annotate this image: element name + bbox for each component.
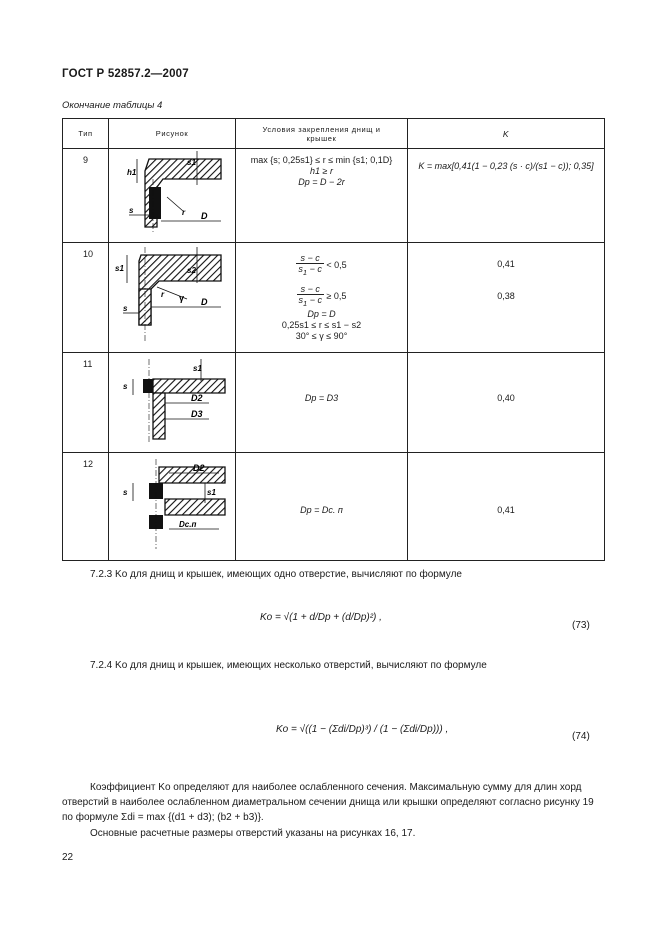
fig12-label-D2: D2 <box>193 463 205 473</box>
fig10-label-gamma: γ <box>179 293 185 303</box>
k12-value: 0,41 <box>497 505 515 515</box>
k9-formula: K = max[0,41(1 − 0,23 (s · c)/(s1 − c)); 0,35] <box>418 161 594 171</box>
document-header: ГОСТ Р 52857.2—2007 <box>62 68 189 80</box>
col-header-k: K <box>408 119 605 149</box>
col-header-figure: Рисунок <box>109 119 236 149</box>
cond-10-line-1: $\frac{s - c}{s_1 - c}$ < 0,5 <box>298 253 347 277</box>
cond-9-line-2: h1 ≥ r <box>310 166 333 176</box>
col-header-conditions: Условия закрепления днищ и крышек <box>236 119 408 149</box>
fig9-label-s: s <box>129 206 134 215</box>
cond-10-line-4: 0,25s1 ≤ r ≤ s1 − s2 <box>281 319 362 330</box>
fig12-label-s1: s1 <box>207 488 216 497</box>
fig10-label-D: D <box>201 297 208 307</box>
table-header-row <box>63 119 605 149</box>
fig10-label-r: r <box>161 290 165 299</box>
table-row <box>63 353 605 453</box>
fig12-label-s: s <box>123 488 128 497</box>
table-4-continuation <box>62 118 605 561</box>
flat-cover-weld-figure-9 <box>109 149 234 237</box>
fig9-label-h1: h1 <box>127 168 137 177</box>
table-caption: Окончание таблицы 4 <box>62 100 163 111</box>
row-12-figure <box>109 453 236 561</box>
row-9-conditions <box>236 149 408 243</box>
formula-74: Ko = √((1 − (Σdi/Dp)³) / (1 − (Σdi/Dp))) , <box>276 724 449 735</box>
row-10-k <box>408 243 605 353</box>
table-row <box>63 453 605 561</box>
row-type-11: 11 <box>63 353 109 453</box>
fig11-label-D3: D3 <box>191 409 203 419</box>
fig11-label-D2: D2 <box>191 393 203 403</box>
paragraph-line-2: хорд отверстий в наиболее ослабленном диаметральном сечении днища или крышки определяют согласно рисунку 19 по формуле Σdi = max {(d1 + d3); (b2 + b3)}. <box>62 782 594 823</box>
row-10-conditions <box>236 243 408 353</box>
table-row <box>63 149 605 243</box>
k10-value-2: 0,38 <box>497 291 515 301</box>
section-7-2-4: 7.2.4 Ko для днищ и крышек, имеющих несколько отверстий, вычисляют по формуле <box>90 660 487 671</box>
row-9-figure <box>109 149 236 243</box>
fig9-label-D: D <box>201 211 208 221</box>
cond-10-line-3: Dp = D <box>307 308 336 319</box>
paragraph-ko <box>62 780 604 825</box>
table-row <box>63 243 605 353</box>
flat-cover-weld-figure-11 <box>109 353 234 447</box>
fig9-label-s1: s1 <box>187 158 196 167</box>
row-12-conditions <box>236 453 408 561</box>
fig10-label-s: s <box>123 304 128 313</box>
fig9-label-r: r <box>182 208 186 217</box>
col-header-type: Тип <box>63 119 109 149</box>
cond-11-line-1: Dp = D3 <box>304 393 339 403</box>
flat-cover-weld-figure-12 <box>109 453 234 555</box>
row-11-figure <box>109 353 236 453</box>
page-number: 22 <box>62 852 74 863</box>
fig11-label-s1: s1 <box>193 364 202 373</box>
row-11-conditions <box>236 353 408 453</box>
k10-value-1: 0,41 <box>497 259 515 269</box>
row-type-12: 12 <box>63 453 109 561</box>
k11-value: 0,40 <box>497 393 515 403</box>
paragraph-line-1: Коэффициент Ko определяют для наиболее ослабленного сечения. Максимальную сумму для длин <box>90 782 558 793</box>
row-type-10: 10 <box>63 243 109 353</box>
formula-73: Ko = √(1 + d/Dp + (d/Dp)²) , <box>260 612 382 623</box>
cond-10-line-2: $\frac{s - c}{s_1 - c}$ ≥ 0,5 <box>298 283 347 308</box>
cond-9-line-1: max {s; 0,25s1} ≤ r ≤ min {s1; 0,1D} <box>250 155 393 165</box>
cond-9-line-3: Dp = D − 2r <box>298 177 345 187</box>
fig12-label-Dsp: Dс.п <box>179 520 197 529</box>
row-12-k <box>408 453 605 561</box>
row-10-figure <box>109 243 236 353</box>
section-7-2-3: 7.2.3 Ko для днищ и крышек, имеющих одно отверстие, вычисляют по формуле <box>90 569 462 580</box>
row-type-9: 9 <box>63 149 109 243</box>
fig10-label-s1: s1 <box>115 264 124 273</box>
paragraph-figures-ref: Основные расчетные размеры отверстий указаны на рисунках 16, 17. <box>90 828 416 839</box>
flat-cover-weld-figure-10 <box>109 243 234 347</box>
row-9-k <box>408 149 605 243</box>
equation-number-74: (74) <box>572 731 590 742</box>
equation-number-73: (73) <box>572 620 590 631</box>
fig11-label-s: s <box>123 382 128 391</box>
cond-12-line-1: Dp = Dс. п <box>300 505 343 515</box>
row-11-k <box>408 353 605 453</box>
cond-10-line-5: 30° ≤ γ ≤ 90° <box>295 330 348 341</box>
fig10-label-s2: s2 <box>187 266 196 275</box>
